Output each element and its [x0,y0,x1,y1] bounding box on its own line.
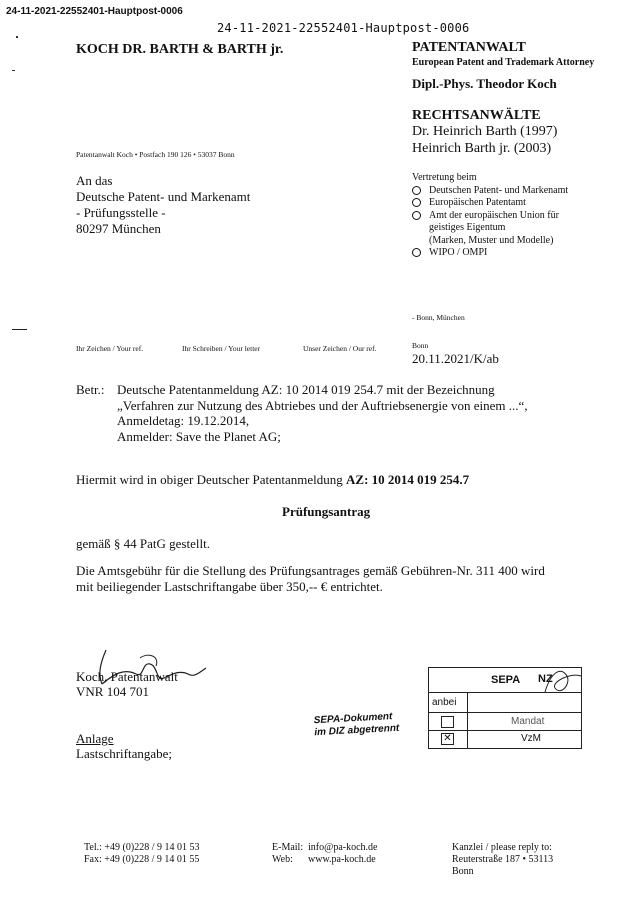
stamp-title: SEPA [491,674,521,686]
stamp-row-vzm: VzM [521,733,541,744]
fold-mark [12,329,27,330]
recipient-address [76,173,250,237]
checked-box-icon: ✕ [441,733,454,745]
representation-item: Amt der europäischen Union für [412,210,568,223]
place-label: Bonn [412,341,429,350]
footer-office: Kanzlei / please reply to: [452,842,552,853]
footer-fax: Fax: +49 (0)228 / 9 14 01 55 [84,854,200,865]
margin-mark [16,36,18,38]
footer-street: Reuterstraße 187 • 53113 [452,854,554,865]
footer-email-label: E-Mail: [272,842,304,853]
circle-icon [412,186,421,195]
footer-tel: Tel.: +49 (0)228 / 9 14 01 53 [84,842,200,853]
attachment-label: Anlage [76,731,114,746]
stamp-row-mandat: Mandat [511,716,545,727]
application-number: AZ: 10 2014 019 254.7 [346,472,470,487]
stamp-divider [429,730,581,731]
checkbox-icon [441,716,454,728]
footer-web: www.pa-koch.de [308,854,376,865]
stamp-row-anbei: anbei [432,697,457,708]
subject-line: Anmelder: Save the Planet AG; [117,428,281,444]
stamp-divider [429,712,581,713]
attorney-name: Dipl.-Phys. Theodor Koch [412,76,557,91]
locations: - Bonn, München [412,313,465,322]
subject-label: Betr.: [76,382,105,397]
subject-line: „Verfahren zur Nutzung des Abtriebes und der Auftriebsenergie von einem ...“, [117,397,528,413]
footer-web-label: Web: [272,854,293,865]
footer-email: info@pa-koch.de [308,842,378,853]
your-ref-label: Ihr Zeichen / Your ref. [76,344,144,353]
recipient-line: - Prüfungsstelle - [76,205,166,220]
circle-icon [412,248,421,257]
stamp-divider [467,692,468,748]
body-para-1: gemäß § 44 PatG gestellt. [76,536,210,551]
lawyer-1: Dr. Heinrich Barth (1997) [412,124,558,139]
circle-icon [412,198,421,207]
fax-top-id: 24-11-2021-22552401-Hauptpost-0006 [217,21,470,35]
footer-city: Bonn [452,866,474,877]
body-intro: Hiermit wird in obiger Deutscher Patentanmeldung AZ: 10 2014 019 254.7 [76,472,470,487]
recipient-line: An das [76,173,113,188]
representation-item-cont: geistiges Eigentum [429,222,506,233]
lawyer-2: Heinrich Barth jr. (2003) [412,141,552,156]
circle-icon [412,211,421,220]
subject-block [117,382,528,444]
recipient-line: 80297 München [76,221,161,236]
letter-date: 20.11.2021/K/ab [412,351,499,366]
sepa-stamp-line: im DIZ abgetrennt [314,722,400,739]
letterhead-title: PATENTANWALT [412,40,526,55]
representation-item: Europäischen Patentamt [412,197,568,210]
body-para-line: mit beiliegender Lastschriftangabe über 350,-- € entrichtet. [76,578,383,594]
letterhead-subtitle: European Patent and Trademark Attorney [412,57,595,68]
sender-line: Patentanwalt Koch • Postfach 190 126 • 53037 Bonn [76,150,235,159]
stamp-code: NZ [538,673,553,685]
body-para-2 [76,563,545,594]
subject-line: Anmeldetag: 19.12.2014, [117,413,250,428]
representation-item-cont: (Marken, Muster und Modelle) [429,234,554,246]
stamp-scribble [541,662,585,700]
attachment-item: Lastschriftangabe; [76,746,173,761]
representation-heading: Vertretung beim [412,172,477,183]
lawyers-heading: RECHTSANWÄLTE [412,108,541,123]
signature-vnr: VNR 104 701 [76,684,149,699]
signature-name: Koch, Patentanwalt [76,669,178,684]
margin-mark [12,70,15,71]
representation-item: Deutschen Patent- und Markenamt [412,185,568,198]
your-letter-label: Ihr Schreiben / Your letter [182,344,261,353]
sepa-stamp-line: SEPA-Dokument [313,711,393,727]
fax-header-id: 24-11-2021-22552401-Hauptpost-0006 [6,6,183,17]
firm-name: KOCH DR. BARTH & BARTH jr. [76,42,284,57]
request-heading: Prüfungsantrag [282,504,371,519]
body-para-line: Die Amtsgebühr für die Stellung des Prüfungsantrages gemäß Gebühren-Nr. 311 400 wird [76,563,545,578]
recipient-line: Deutsche Patent- und Markenamt [76,189,251,204]
representation-block [412,172,568,260]
subject-line: Deutsche Patentanmeldung AZ: 10 2014 019 254.7 mit der Bezeichnung [117,382,495,397]
sepa-box-stamp [428,667,582,749]
sepa-stamp [313,711,399,739]
our-ref-label: Unser Zeichen / Our ref. [303,344,377,353]
representation-item: WIPO / OMPI [412,247,568,260]
